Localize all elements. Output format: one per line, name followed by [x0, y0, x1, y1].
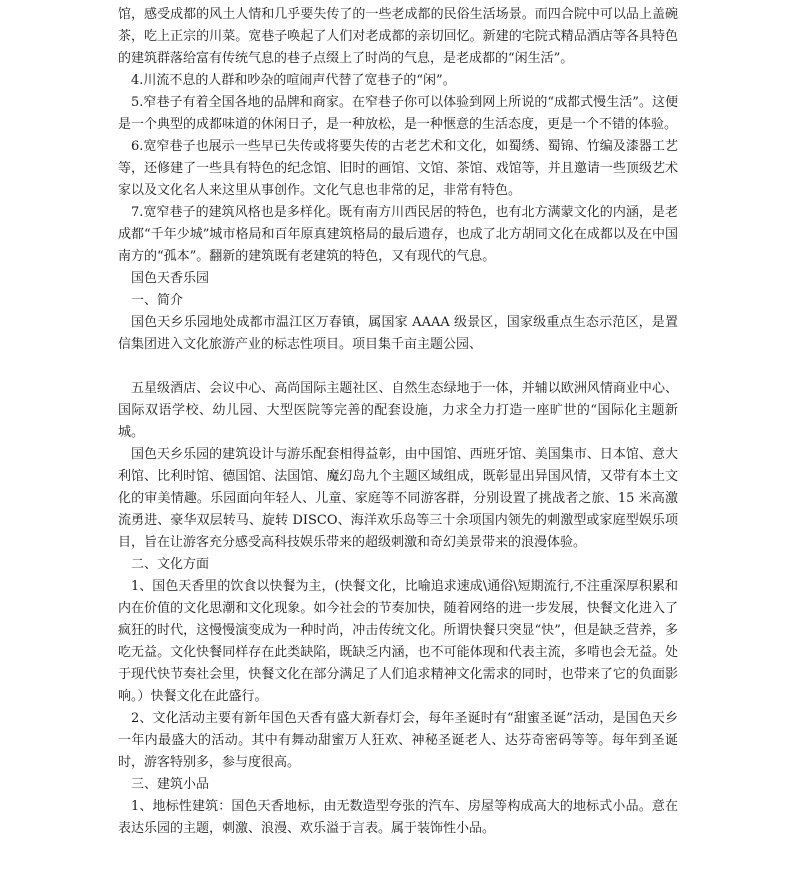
paragraph-point-5: 5.窄巷子有着全国各地的品牌和商家。在窄巷子你可以体验到网上所说的“成都式慢生活”。这便是一个典型的成都味道的休闲日子，是一种放松，是一种惬意的生活态度，更是一个不错的体验。: [118, 95, 678, 132]
heading-architecture: 三、建筑小品: [131, 777, 210, 792]
paragraph-culture-1: 1、国色天香里的饮食以快餐为主，(快餐文化，比喻追求速成\通俗\短期流行,不注重深厚积累和内在价值的文化思潮和文化现象。如今社会的节奏加快，随着网络的进一步发展，快餐文化进入了疯狂的时代，这慢慢演变成为一种时尚，冲击传统文化。所谓快餐只突显“快”，但是缺乏营养，多吃无益。文化快餐同样存在此类缺陷，既缺乏内涵，也不可能体现和代表主流，多啃也会无益。处于现代快节奏社会里，快餐文化在部分满足了人们追求精神文化需求的同时，也带来了它的负面影响。）快餐文化在此盛行。: [118, 579, 678, 704]
page-break-gap: [118, 356, 678, 378]
paragraph-intro-1: 国色天乡乐园地处成都市温江区万春镇，属国家 AAAA 级景区，国家级重点生态示范区，是置信集团进入文化旅游产业的标志性项目。项目集千亩主题公园、: [118, 315, 678, 352]
heading-culture: 二、文化方面: [131, 557, 210, 572]
section-title-park: 国色天香乐园: [131, 271, 210, 286]
paragraph-intro-2: 五星级酒店、会议中心、高尚国际主题社区、自然生态绿地于一体，并辅以欧洲风情商业中心、国际双语学校、幼儿园、大型医院等完善的配套设施，力求全力打造一座旷世的“国际化主题新城。: [118, 381, 678, 440]
paragraph-architecture-1: 1、地标性建筑：国色天香地标，由无数造型夸张的汽车、房屋等构成高大的地标式小品。意在表达乐园的主题，刺激、浪漫、欢乐溢于言表。属于装饰性小品。: [118, 799, 678, 836]
paragraph-intro-3: 国色天乡乐园的建筑设计与游乐配套相得益彰，由中国馆、西班牙馆、美国集市、日本馆、意大利馆、比利时馆、德国馆、法国馆、魔幻岛九个主题区域组成，既彰显出异国风情，又带有本土文化的审美情趣。乐园面向年轻人、儿童、家庭等不同游客群，分别设置了挑战者之旅、15 米高激流勇进、豪华双层转马、旋转 DISCO、海洋欢乐岛等三十余项国内领先的刺激型或家庭型娱乐项目，旨在让游客充分感受高科技娱乐带来的超级刺激和奇幻美景带来的浪漫体验。: [118, 447, 678, 550]
paragraph-point-6: 6.宽窄巷子也展示一些早已失传或将要失传的古老艺术和文化，如蜀绣、蜀锦、竹编及漆器工艺等，还修建了一些具有特色的纪念馆、旧时的画馆、文馆、茶馆、戏馆等，并且邀请一些顶级艺术家以及文化名人来这里从事创作。文化气息也非常的足，非常有特色。: [118, 139, 678, 198]
paragraph-culture-2: 2、文化活动主要有新年国色天香有盛大新春灯会，每年圣诞时有“甜蜜圣诞”活动，是国色天乡一年内最盛大的活动。其中有舞动甜蜜万人狂欢、神秘圣诞老人、达芬奇密码等等。每年到圣诞时，游客特别多，参与度很高。: [118, 711, 678, 770]
document-page: [118, 4, 678, 840]
paragraph-point-4: 4.川流不息的人群和吵杂的喧闹声代替了宽巷子的“闲”。: [131, 73, 456, 88]
heading-introduction: 一、简介: [131, 293, 184, 308]
paragraph-point-7: 7.宽窄巷子的建筑风格也是多样化。既有南方川西民居的特色，也有北方满蒙文化的内涵，是老成都“千年少城”城市格局和百年原真建筑格局的最后遗存，也成了北方胡同文化在成都以及在中国南方的“孤本”。翻新的建筑既有老建筑的特色，又有现代的气息。: [118, 205, 678, 264]
paragraph-teahouse: 馆，感受成都的风土人情和几乎要失传了的一些老成都的民俗生活场景。而四合院中可以品上盖碗茶，吃上正宗的川菜。宽巷子唤起了人们对老成都的亲切回忆。新建的宅院式精品酒店等各具特色的建筑群落给富有传统气息的巷子点缀上了时尚的气息，是老成都的“闲生活”。: [118, 7, 678, 66]
